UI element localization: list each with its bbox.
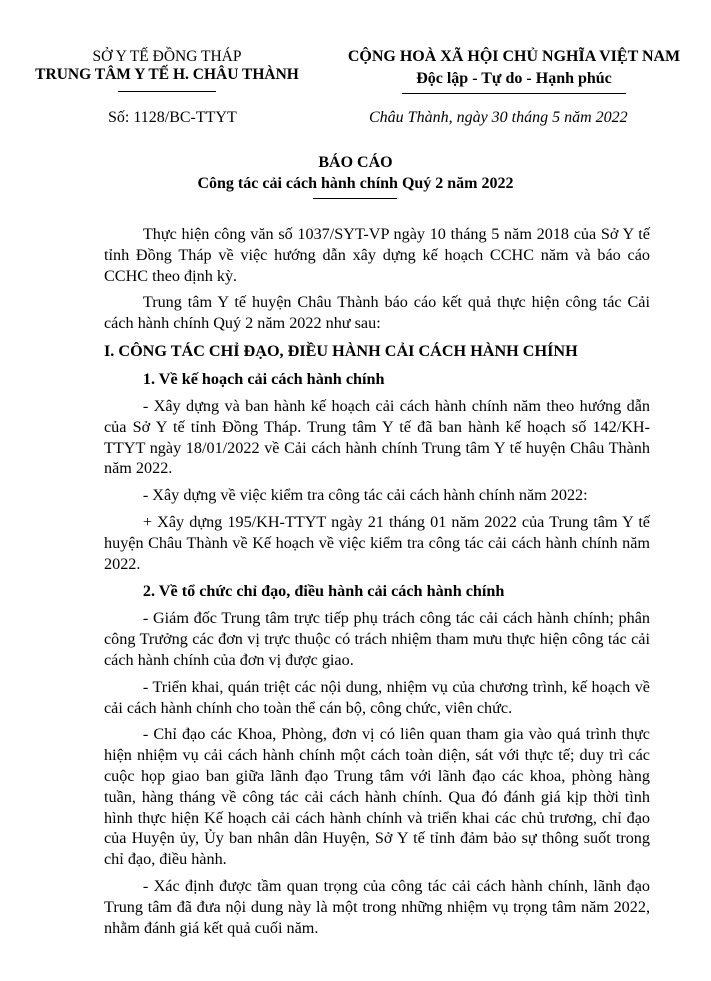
body-paragraph: - Giám đốc Trung tâm trực tiếp phụ trách công tác cải cách hành chính; phân công Trưởng các đơn vị trực thuộc có trách nhiệm tham mưu thực hiện công tác cải cách hành chính của đơn vị được giao. bbox=[104, 609, 650, 669]
body-paragraph: + Xây dựng 195/KH-TTYT ngày 21 tháng 01 năm 2022 của Trung tâm Y tế huyện Châu Thành về Kế hoạch về việc kiểm tra công tác cải cách hành chính năm 2022. bbox=[104, 512, 650, 573]
intro-paragraph: Trung tâm Y tế huyện Châu Thành báo cáo kết quả thực hiện công tác Cải cách hành chính Quý 2 năm 2022 như sau: bbox=[104, 293, 650, 333]
agency-underline bbox=[118, 91, 216, 92]
body-paragraph: - Triển khai, quán triệt các nội dung, nhiệm vụ của chương trình, kế hoạch về cải cách hành chính cho toàn thể cán bộ, công chức, viên chức. bbox=[104, 677, 650, 717]
subsection-heading: 2. Về tổ chức chỉ đạo, điều hành cải cách hành chính bbox=[142, 582, 505, 601]
document-number: Số: 1128/BC-TTYT bbox=[108, 109, 237, 126]
motto-underline bbox=[402, 93, 626, 94]
document-subtitle: Công tác cải cách hành chính Quý 2 năm 2022 bbox=[197, 175, 514, 192]
issuing-organization: TRUNG TÂM Y TẾ H. CHÂU THÀNH bbox=[35, 66, 299, 83]
document-body bbox=[104, 224, 650, 944]
national-title: CỘNG HOÀ XÃ HỘI CHỦ NGHĨA VIỆT NAM bbox=[347, 48, 681, 65]
document-title: BÁO CÁO bbox=[318, 154, 393, 171]
section-heading: I. CÔNG TÁC CHỈ ĐẠO, ĐIỀU HÀNH CẢI CÁCH HÀNH CHÍNH bbox=[104, 341, 578, 360]
issuing-agency-block bbox=[14, 48, 320, 92]
body-paragraph: - Xây dựng về việc kiểm tra công tác cải cách hành chính năm 2022: bbox=[142, 486, 588, 505]
body-paragraph: - Chỉ đạo các Khoa, Phòng, đơn vị có liên quan tham gia vào quá trình thực hiện nhiệm vụ cải cách hành chính một cách toàn diện, sát với thực tế; duy trì các cuộc họp giao ban giữa lãnh đạo Trung tâm với lãnh đạo các khoa, phòng hàng tuần, hàng tháng về công tác cải cách hành chính. Qua đó đánh giá kịp thời tình hình thực hiện Kế hoạch cải cách hành chính và triển khai các chủ trương, chỉ đạo của Huyện ủy, Ủy ban nhân dân Huyện, Sở Y tế tỉnh đảm bảo sự thông suốt trong chỉ đạo, điều hành. bbox=[104, 725, 650, 869]
body-paragraph: - Xây dựng và ban hành kế hoạch cải cách hành chính năm theo hướng dẫn của Sở Y tế tỉnh Đồng Tháp. Trung tâm Y tế đã ban hành kế hoạch số 142/KH-TTYT ngày 18/01/2022 về Cải cách hành chính Trung tâm Y tế huyện Châu Thành năm 2022. bbox=[104, 396, 650, 478]
parent-organization: SỞ Y TẾ ĐỒNG THÁP bbox=[92, 48, 242, 65]
intro-paragraph: Thực hiện công văn số 1037/SYT-VP ngày 10 tháng 5 năm 2018 của Sở Y tế tỉnh Đồng Tháp về việc hướng dẫn xây dựng kế hoạch CCHC năm và báo cáo CCHC theo định kỳ. bbox=[104, 225, 650, 285]
place-and-date: Châu Thành, ngày 30 tháng 5 năm 2022 bbox=[369, 109, 628, 126]
national-motto: Độc lập - Tự do - Hạnh phúc bbox=[416, 70, 612, 87]
subtitle-underline bbox=[313, 198, 397, 199]
body-paragraph: - Xác định được tầm quan trọng của công tác cải cách hành chính, lãnh đạo Trung tâm đã đưa nội dung này là một trong những nhiệm vụ trọng tâm năm 2022, nhằm đánh giá kết quả cuối năm. bbox=[104, 876, 650, 937]
subsection-heading: 1. Về kế hoạch cải cách hành chính bbox=[142, 369, 385, 388]
national-heading-block bbox=[332, 48, 696, 94]
